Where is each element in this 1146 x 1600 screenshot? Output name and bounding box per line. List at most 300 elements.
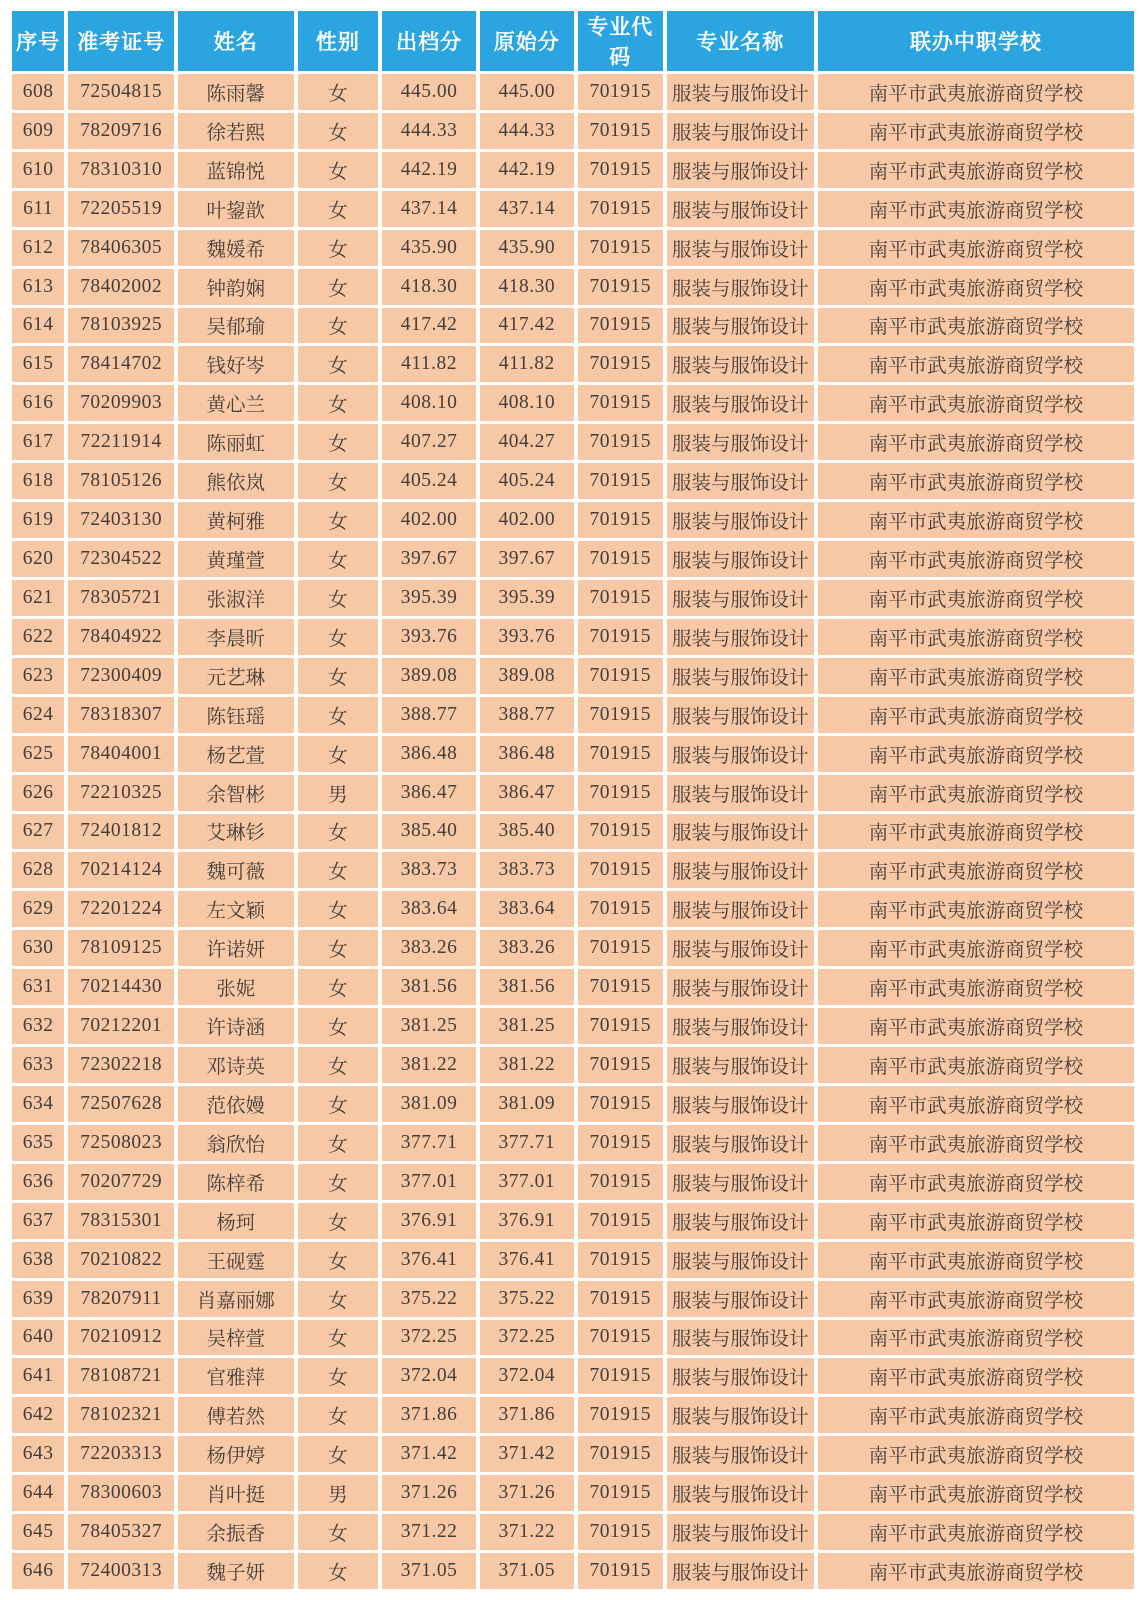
table-row <box>12 113 1134 149</box>
cell-raw: 445.00 <box>480 74 574 110</box>
cell-name: 钱好岑 <box>178 346 294 382</box>
cell-gender: 女 <box>298 308 379 344</box>
cell-file: 437.14 <box>382 191 476 227</box>
cell-gender: 女 <box>298 1086 379 1122</box>
cell-school: 南平市武夷旅游商贸学校 <box>818 1281 1134 1317</box>
cell-major: 服装与服饰设计 <box>667 74 814 110</box>
cell-gender: 女 <box>298 580 379 616</box>
cell-raw: 404.27 <box>480 424 574 460</box>
cell-exam: 78207911 <box>68 1281 174 1317</box>
cell-exam: 78318307 <box>68 697 174 733</box>
cell-file: 381.25 <box>382 1008 476 1044</box>
cell-school: 南平市武夷旅游商贸学校 <box>818 1320 1134 1356</box>
cell-exam: 78315301 <box>68 1203 174 1239</box>
cell-index: 609 <box>12 113 64 149</box>
cell-raw: 381.56 <box>480 969 574 1005</box>
cell-file: 385.40 <box>382 814 476 850</box>
table-row <box>12 1242 1134 1278</box>
cell-gender: 女 <box>298 619 379 655</box>
cell-school: 南平市武夷旅游商贸学校 <box>818 580 1134 616</box>
cell-exam: 72403130 <box>68 502 174 538</box>
cell-school: 南平市武夷旅游商贸学校 <box>818 269 1134 305</box>
cell-school: 南平市武夷旅游商贸学校 <box>818 891 1134 927</box>
cell-gender: 女 <box>298 891 379 927</box>
table-row <box>12 736 1134 772</box>
table-row <box>12 424 1134 460</box>
cell-code: 701915 <box>578 308 663 344</box>
cell-major: 服装与服饰设计 <box>667 541 814 577</box>
cell-code: 701915 <box>578 736 663 772</box>
cell-exam: 72302218 <box>68 1047 174 1083</box>
cell-name: 钟韵娴 <box>178 269 294 305</box>
cell-gender: 女 <box>298 1164 379 1200</box>
cell-index: 634 <box>12 1086 64 1122</box>
cell-raw: 371.86 <box>480 1397 574 1433</box>
cell-file: 395.39 <box>382 580 476 616</box>
cell-gender: 女 <box>298 1203 379 1239</box>
cell-raw: 386.48 <box>480 736 574 772</box>
cell-major: 服装与服饰设计 <box>667 346 814 382</box>
cell-school: 南平市武夷旅游商贸学校 <box>818 969 1134 1005</box>
cell-gender: 女 <box>298 1281 379 1317</box>
cell-exam: 78405327 <box>68 1514 174 1550</box>
cell-gender: 女 <box>298 230 379 266</box>
cell-file: 383.73 <box>382 852 476 888</box>
cell-gender: 女 <box>298 852 379 888</box>
cell-raw: 417.42 <box>480 308 574 344</box>
cell-raw: 405.24 <box>480 463 574 499</box>
cell-exam: 78406305 <box>68 230 174 266</box>
cell-index: 628 <box>12 852 64 888</box>
table-row <box>12 1047 1134 1083</box>
cell-file: 377.71 <box>382 1125 476 1161</box>
cell-raw: 383.73 <box>480 852 574 888</box>
cell-exam: 70210912 <box>68 1320 174 1356</box>
cell-index: 633 <box>12 1047 64 1083</box>
cell-school: 南平市武夷旅游商贸学校 <box>818 308 1134 344</box>
cell-raw: 408.10 <box>480 385 574 421</box>
cell-name: 魏子妍 <box>178 1553 294 1589</box>
cell-file: 377.01 <box>382 1164 476 1200</box>
cell-major: 服装与服饰设计 <box>667 1514 814 1550</box>
cell-file: 393.76 <box>382 619 476 655</box>
cell-major: 服装与服饰设计 <box>667 308 814 344</box>
cell-file: 372.25 <box>382 1320 476 1356</box>
cell-school: 南平市武夷旅游商贸学校 <box>818 658 1134 694</box>
cell-exam: 70209903 <box>68 385 174 421</box>
cell-major: 服装与服饰设计 <box>667 1047 814 1083</box>
cell-index: 627 <box>12 814 64 850</box>
cell-index: 619 <box>12 502 64 538</box>
cell-exam: 72203313 <box>68 1436 174 1472</box>
cell-name: 左文颖 <box>178 891 294 927</box>
cell-school: 南平市武夷旅游商贸学校 <box>818 113 1134 149</box>
table-row <box>12 1125 1134 1161</box>
cell-major: 服装与服饰设计 <box>667 113 814 149</box>
cell-major: 服装与服饰设计 <box>667 463 814 499</box>
cell-raw: 444.33 <box>480 113 574 149</box>
cell-exam: 78404922 <box>68 619 174 655</box>
cell-code: 701915 <box>578 230 663 266</box>
cell-major: 服装与服饰设计 <box>667 1320 814 1356</box>
table-row <box>12 1203 1134 1239</box>
cell-name: 元艺琳 <box>178 658 294 694</box>
cell-exam: 78305721 <box>68 580 174 616</box>
cell-school: 南平市武夷旅游商贸学校 <box>818 346 1134 382</box>
table-row <box>12 1086 1134 1122</box>
cell-major: 服装与服饰设计 <box>667 969 814 1005</box>
column-header-school: 联办中职学校 <box>818 11 1134 71</box>
cell-gender: 女 <box>298 1047 379 1083</box>
cell-major: 服装与服饰设计 <box>667 152 814 188</box>
cell-raw: 437.14 <box>480 191 574 227</box>
cell-raw: 388.77 <box>480 697 574 733</box>
cell-index: 629 <box>12 891 64 927</box>
table-row <box>12 74 1134 110</box>
cell-file: 418.30 <box>382 269 476 305</box>
cell-name: 陈雨馨 <box>178 74 294 110</box>
cell-school: 南平市武夷旅游商贸学校 <box>818 814 1134 850</box>
cell-major: 服装与服饰设计 <box>667 502 814 538</box>
cell-index: 623 <box>12 658 64 694</box>
cell-school: 南平市武夷旅游商贸学校 <box>818 1008 1134 1044</box>
cell-file: 381.22 <box>382 1047 476 1083</box>
cell-code: 701915 <box>578 1436 663 1472</box>
cell-major: 服装与服饰设计 <box>667 1553 814 1589</box>
cell-index: 639 <box>12 1281 64 1317</box>
cell-exam: 72210325 <box>68 775 174 811</box>
cell-school: 南平市武夷旅游商贸学校 <box>818 1086 1134 1122</box>
cell-name: 叶鋆歆 <box>178 191 294 227</box>
cell-exam: 78300603 <box>68 1475 174 1511</box>
cell-major: 服装与服饰设计 <box>667 619 814 655</box>
cell-gender: 女 <box>298 113 379 149</box>
cell-code: 701915 <box>578 1320 663 1356</box>
cell-raw: 375.22 <box>480 1281 574 1317</box>
cell-raw: 389.08 <box>480 658 574 694</box>
cell-code: 701915 <box>578 1358 663 1394</box>
cell-file: 435.90 <box>382 230 476 266</box>
cell-major: 服装与服饰设计 <box>667 814 814 850</box>
cell-name: 吴梓萱 <box>178 1320 294 1356</box>
cell-code: 701915 <box>578 580 663 616</box>
cell-major: 服装与服饰设计 <box>667 1475 814 1511</box>
cell-major: 服装与服饰设计 <box>667 1358 814 1394</box>
table-row <box>12 385 1134 421</box>
cell-index: 614 <box>12 308 64 344</box>
cell-code: 701915 <box>578 775 663 811</box>
cell-raw: 393.76 <box>480 619 574 655</box>
cell-index: 615 <box>12 346 64 382</box>
cell-raw: 371.05 <box>480 1553 574 1589</box>
cell-raw: 372.04 <box>480 1358 574 1394</box>
cell-school: 南平市武夷旅游商贸学校 <box>818 541 1134 577</box>
cell-name: 翁欣怡 <box>178 1125 294 1161</box>
table-body <box>12 74 1134 1589</box>
cell-exam: 72504815 <box>68 74 174 110</box>
cell-index: 618 <box>12 463 64 499</box>
cell-name: 王砚霆 <box>178 1242 294 1278</box>
column-header-name: 姓名 <box>178 11 294 71</box>
cell-file: 371.42 <box>382 1436 476 1472</box>
cell-file: 383.64 <box>382 891 476 927</box>
cell-major: 服装与服饰设计 <box>667 1397 814 1433</box>
column-header-exam: 准考证号 <box>68 11 174 71</box>
cell-code: 701915 <box>578 1242 663 1278</box>
cell-file: 386.47 <box>382 775 476 811</box>
column-header-raw: 原始分 <box>480 11 574 71</box>
cell-gender: 女 <box>298 269 379 305</box>
table-row <box>12 191 1134 227</box>
cell-exam: 78402002 <box>68 269 174 305</box>
cell-name: 杨艺萱 <box>178 736 294 772</box>
cell-gender: 女 <box>298 1514 379 1550</box>
cell-major: 服装与服饰设计 <box>667 385 814 421</box>
table-row <box>12 269 1134 305</box>
cell-raw: 411.82 <box>480 346 574 382</box>
cell-major: 服装与服饰设计 <box>667 1436 814 1472</box>
cell-exam: 70207729 <box>68 1164 174 1200</box>
cell-gender: 男 <box>298 1475 379 1511</box>
cell-name: 黄柯雅 <box>178 502 294 538</box>
cell-raw: 381.09 <box>480 1086 574 1122</box>
cell-code: 701915 <box>578 1553 663 1589</box>
cell-raw: 371.26 <box>480 1475 574 1511</box>
cell-exam: 78404001 <box>68 736 174 772</box>
cell-school: 南平市武夷旅游商贸学校 <box>818 1436 1134 1472</box>
cell-gender: 女 <box>298 930 379 966</box>
cell-raw: 371.42 <box>480 1436 574 1472</box>
cell-major: 服装与服饰设计 <box>667 1086 814 1122</box>
cell-school: 南平市武夷旅游商贸学校 <box>818 775 1134 811</box>
cell-file: 372.04 <box>382 1358 476 1394</box>
cell-major: 服装与服饰设计 <box>667 930 814 966</box>
cell-exam: 78109125 <box>68 930 174 966</box>
cell-index: 624 <box>12 697 64 733</box>
cell-index: 632 <box>12 1008 64 1044</box>
cell-gender: 女 <box>298 1242 379 1278</box>
cell-name: 邓诗英 <box>178 1047 294 1083</box>
table-row <box>12 308 1134 344</box>
table-row <box>12 1553 1134 1589</box>
cell-gender: 女 <box>298 191 379 227</box>
cell-code: 701915 <box>578 1397 663 1433</box>
cell-name: 蓝锦悦 <box>178 152 294 188</box>
table-row <box>12 852 1134 888</box>
cell-gender: 女 <box>298 385 379 421</box>
table-row <box>12 619 1134 655</box>
cell-code: 701915 <box>578 619 663 655</box>
cell-raw: 385.40 <box>480 814 574 850</box>
table-row <box>12 1164 1134 1200</box>
cell-raw: 376.91 <box>480 1203 574 1239</box>
table-row <box>12 891 1134 927</box>
cell-raw: 377.71 <box>480 1125 574 1161</box>
cell-gender: 女 <box>298 463 379 499</box>
cell-name: 陈钰瑶 <box>178 697 294 733</box>
cell-school: 南平市武夷旅游商贸学校 <box>818 463 1134 499</box>
cell-gender: 女 <box>298 1553 379 1589</box>
cell-file: 371.26 <box>382 1475 476 1511</box>
column-header-gender: 性别 <box>298 11 379 71</box>
cell-name: 许诗涵 <box>178 1008 294 1044</box>
cell-code: 701915 <box>578 463 663 499</box>
cell-name: 黄心兰 <box>178 385 294 421</box>
cell-raw: 435.90 <box>480 230 574 266</box>
cell-code: 701915 <box>578 191 663 227</box>
cell-major: 服装与服饰设计 <box>667 736 814 772</box>
cell-code: 701915 <box>578 269 663 305</box>
cell-name: 陈丽虹 <box>178 424 294 460</box>
cell-school: 南平市武夷旅游商贸学校 <box>818 1514 1134 1550</box>
cell-index: 642 <box>12 1397 64 1433</box>
cell-code: 701915 <box>578 1475 663 1511</box>
cell-file: 381.09 <box>382 1086 476 1122</box>
cell-code: 701915 <box>578 385 663 421</box>
cell-name: 傅若然 <box>178 1397 294 1433</box>
cell-gender: 女 <box>298 736 379 772</box>
cell-name: 余智彬 <box>178 775 294 811</box>
cell-index: 630 <box>12 930 64 966</box>
cell-index: 626 <box>12 775 64 811</box>
table-row <box>12 230 1134 266</box>
cell-major: 服装与服饰设计 <box>667 1203 814 1239</box>
cell-gender: 女 <box>298 74 379 110</box>
cell-code: 701915 <box>578 541 663 577</box>
cell-index: 617 <box>12 424 64 460</box>
table-row <box>12 1320 1134 1356</box>
cell-name: 杨珂 <box>178 1203 294 1239</box>
table-row <box>12 346 1134 382</box>
cell-gender: 男 <box>298 775 379 811</box>
cell-index: 645 <box>12 1514 64 1550</box>
cell-file: 408.10 <box>382 385 476 421</box>
cell-major: 服装与服饰设计 <box>667 230 814 266</box>
cell-file: 371.22 <box>382 1514 476 1550</box>
cell-index: 636 <box>12 1164 64 1200</box>
cell-name: 肖嘉丽娜 <box>178 1281 294 1317</box>
cell-index: 613 <box>12 269 64 305</box>
cell-raw: 372.25 <box>480 1320 574 1356</box>
cell-gender: 女 <box>298 502 379 538</box>
cell-exam: 72211914 <box>68 424 174 460</box>
table-row <box>12 969 1134 1005</box>
cell-gender: 女 <box>298 1436 379 1472</box>
table-row <box>12 814 1134 850</box>
cell-code: 701915 <box>578 152 663 188</box>
cell-school: 南平市武夷旅游商贸学校 <box>818 1475 1134 1511</box>
cell-major: 服装与服饰设计 <box>667 269 814 305</box>
cell-exam: 72300409 <box>68 658 174 694</box>
cell-name: 杨伊婷 <box>178 1436 294 1472</box>
cell-exam: 72400313 <box>68 1553 174 1589</box>
cell-school: 南平市武夷旅游商贸学校 <box>818 191 1134 227</box>
table-row <box>12 1475 1134 1511</box>
cell-code: 701915 <box>578 502 663 538</box>
cell-school: 南平市武夷旅游商贸学校 <box>818 1047 1134 1083</box>
header-row <box>12 11 1134 71</box>
cell-file: 445.00 <box>382 74 476 110</box>
cell-exam: 78102321 <box>68 1397 174 1433</box>
cell-index: 640 <box>12 1320 64 1356</box>
column-header-code: 专业代码 <box>578 11 663 71</box>
cell-school: 南平市武夷旅游商贸学校 <box>818 1358 1134 1394</box>
cell-major: 服装与服饰设计 <box>667 1008 814 1044</box>
cell-name: 黄瑾萱 <box>178 541 294 577</box>
cell-index: 621 <box>12 580 64 616</box>
cell-file: 444.33 <box>382 113 476 149</box>
table-row <box>12 463 1134 499</box>
cell-school: 南平市武夷旅游商贸学校 <box>818 852 1134 888</box>
cell-code: 701915 <box>578 1281 663 1317</box>
cell-code: 701915 <box>578 891 663 927</box>
cell-gender: 女 <box>298 346 379 382</box>
cell-index: 637 <box>12 1203 64 1239</box>
cell-name: 魏可薇 <box>178 852 294 888</box>
cell-index: 638 <box>12 1242 64 1278</box>
cell-code: 701915 <box>578 1125 663 1161</box>
cell-exam: 70210822 <box>68 1242 174 1278</box>
cell-gender: 女 <box>298 658 379 694</box>
table-row <box>12 1397 1134 1433</box>
cell-file: 442.19 <box>382 152 476 188</box>
cell-file: 371.05 <box>382 1553 476 1589</box>
cell-school: 南平市武夷旅游商贸学校 <box>818 697 1134 733</box>
cell-exam: 72205519 <box>68 191 174 227</box>
cell-major: 服装与服饰设计 <box>667 580 814 616</box>
cell-file: 376.41 <box>382 1242 476 1278</box>
cell-raw: 383.26 <box>480 930 574 966</box>
cell-name: 陈梓希 <box>178 1164 294 1200</box>
cell-file: 383.26 <box>382 930 476 966</box>
cell-name: 李晨昕 <box>178 619 294 655</box>
cell-file: 386.48 <box>382 736 476 772</box>
cell-gender: 女 <box>298 1320 379 1356</box>
cell-school: 南平市武夷旅游商贸学校 <box>818 1125 1134 1161</box>
cell-major: 服装与服饰设计 <box>667 775 814 811</box>
cell-file: 411.82 <box>382 346 476 382</box>
cell-file: 417.42 <box>382 308 476 344</box>
cell-school: 南平市武夷旅游商贸学校 <box>818 152 1134 188</box>
cell-code: 701915 <box>578 1203 663 1239</box>
cell-name: 许诺妍 <box>178 930 294 966</box>
cell-raw: 402.00 <box>480 502 574 538</box>
cell-school: 南平市武夷旅游商贸学校 <box>818 1397 1134 1433</box>
cell-school: 南平市武夷旅游商贸学校 <box>818 930 1134 966</box>
cell-school: 南平市武夷旅游商贸学校 <box>818 424 1134 460</box>
cell-major: 服装与服饰设计 <box>667 1125 814 1161</box>
cell-gender: 女 <box>298 424 379 460</box>
cell-school: 南平市武夷旅游商贸学校 <box>818 1203 1134 1239</box>
cell-name: 艾琳钐 <box>178 814 294 850</box>
cell-index: 610 <box>12 152 64 188</box>
table-row <box>12 580 1134 616</box>
cell-file: 371.86 <box>382 1397 476 1433</box>
cell-gender: 女 <box>298 541 379 577</box>
cell-gender: 女 <box>298 1397 379 1433</box>
cell-file: 381.56 <box>382 969 476 1005</box>
cell-raw: 381.25 <box>480 1008 574 1044</box>
cell-exam: 78310310 <box>68 152 174 188</box>
cell-index: 622 <box>12 619 64 655</box>
cell-code: 701915 <box>578 1086 663 1122</box>
cell-exam: 72508023 <box>68 1125 174 1161</box>
cell-index: 646 <box>12 1553 64 1589</box>
cell-school: 南平市武夷旅游商贸学校 <box>818 385 1134 421</box>
cell-exam: 78103925 <box>68 308 174 344</box>
column-header-major: 专业名称 <box>667 11 814 71</box>
cell-code: 701915 <box>578 969 663 1005</box>
